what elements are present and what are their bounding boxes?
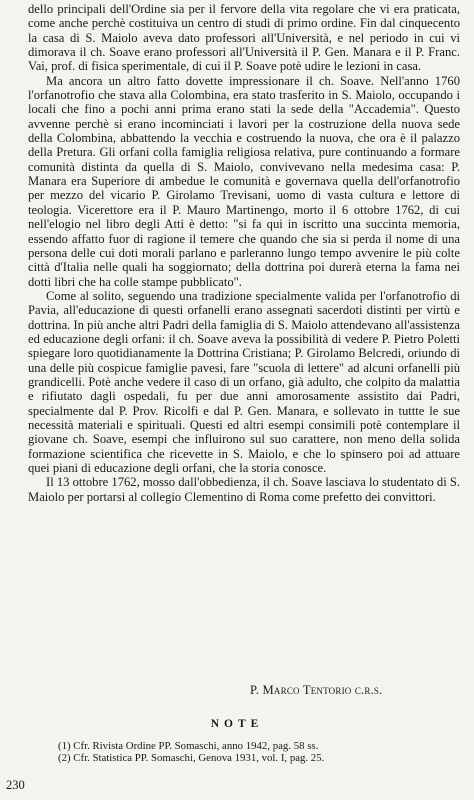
paragraph-2: Ma ancora un altro fatto dovette impressionare il ch. Soave. Nell'anno 1760 l'orfanotrofio che stava alla Colombina, era stato trasferito in S. Maiolo, occupando i locali che fino a pochi anni prima erano stati la sede della "Accademia". Questo avvenne perchè si erano incominciati i lavori per la costruzione della nuova sede della Colombina, abbattendo la vecchia e costruendo la nuova, che ora è il palazzo della Pretura. Gli orfani colla famiglia religiosa relativa, pure continuando a formare comunità distinta da quella di S. Maiolo, convivevano nella medesima casa: P. Manara era Superiore di ambedue le comunità e governava quella dell'orfanotrofio per mezzo del vicario P. Girolamo Trevisani, uomo di vasta cultura e lettore di teologia. Vicerettore era il P. Mauro Martinengo, morto il 6 ottobre 1762, di cui nell'elogio nel libro degli Atti è detto: "si fa qui in iscritto una succinta memoria, essendo affatto fuor di ragione il temere che quando che sia si perda il nome di una persona delle cui doti morali parlano e parleranno lungo tempo avvenire le più colte città d'Italia nelle quali ha soggiornato; della dottrina poi durerà eterna la fama nei dotti libri che ha colle stampe pubblicato". [28,73,460,289]
author-signature [250,683,382,698]
note-item: (2) Cfr. Statistica PP. Somaschi, Genova 1931, vol. I, pag. 25. [58,752,325,764]
signature-name: Marco Tentorio [262,683,352,697]
paragraph-1: dello principali dell'Ordine sia per il fervore della vita regolare che vi era praticata, come anche perchè costituiva un centro di studi di primo ordine. Fin dal cinquecento la casa di S. Maiolo aveva dato professori all'Università, e nel periodo in cui vi dimorava il ch. Soave erano professori all'Università il P. Gen. Manara e il P. Franc. Vai, prof. di fisica sperimentale, di cui il P. Soave potè udire le lezioni in casa. [28,2,460,74]
paragraph-3: Come al solito, seguendo una tradizione specialmente valida per l'orfanotrofio di Pavia, all'educazione di questi orfanelli erano assegnati sacerdoti distinti per virtù e dottrina. In più anche altri Padri della famiglia di S. Maiolo attendevano all'assistenza ed educazione degli orfani: il ch. Soave aveva la possibilità di vedere P. Pietro Poletti spiegare loro quotidianamente la Dottrina Cristiana; P. Girolamo Belcredi, oriundo di una delle più cospicue famiglie pavesi, fare "scuola di lettere" ad alcuni orfanelli più grandicelli. Potè anche vedere il caso di un orfano, già adulto, che colpito da malattia e rifiutato dagli ospedali, fu per due anni amorosamente assistito dai Padri, specialmente dal P. Prov. Ricolfi e dal P. Gen. Manara, e sollevato in tuttte le sue necessità materiali e spirituali. Questi ed altri esempi consimili potè contemplare il giovane ch. Soave, esempi che influirono sul suo carattere, non meno della solida formazione scientifica che ricevette in S. Maiolo, e che lo spinsero poi ad attuare quei piani di educazione degli orfani, che la storia conosce. [28,288,460,475]
note-item: (1) Cfr. Rivista Ordine PP. Somaschi, anno 1942, pag. 58 ss. [58,740,319,752]
page-number: 230 [6,778,25,792]
signature-initial: P. [250,683,263,697]
notes-title: NOTE [210,718,264,730]
body-text [28,2,460,504]
notes-list [58,740,458,764]
signature-order: c.r.s. [351,683,383,697]
paragraph-4: Il 13 ottobre 1762, mosso dall'obbedienza, il ch. Soave lasciava lo studentato di S. Maiolo per portarsi al collegio Clementino di Roma come prefetto dei convittori. [28,475,460,504]
